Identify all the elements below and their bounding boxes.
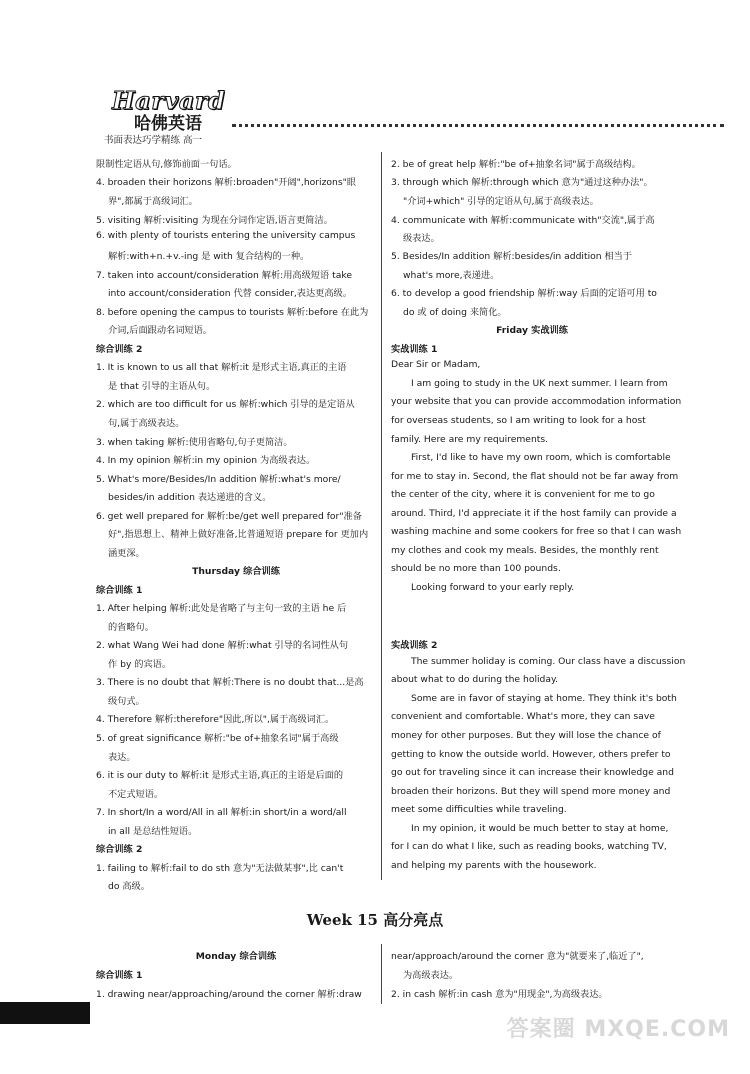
logo-harvard: Harvard bbox=[112, 86, 226, 115]
left-line: 7. taken into account/consideration 解析:用高级短语 take bbox=[96, 270, 352, 281]
right-line: go out for traveling since it can increase their knowledge and bbox=[391, 767, 674, 778]
left-line: 6. it is our duty to 解析:it 是形式主语,真正的主语是后面的 bbox=[96, 770, 344, 781]
left-line: 是 that 引导的主语从句。 bbox=[108, 381, 216, 392]
left-line: 1. After helping 解析:此处是省略了与主句一致的主语 he 后 bbox=[96, 603, 347, 614]
right-line: family. Here are my requirements. bbox=[391, 434, 549, 445]
left-line: in all 是总结性短语。 bbox=[108, 826, 198, 837]
watermark: 答案圈 MXQE.COM bbox=[506, 1017, 730, 1042]
left-line: 1. failing to 解析:fail to do sth 意为"无法做某事",比 can't bbox=[96, 863, 344, 874]
right-line: should be no more than 100 pounds. bbox=[391, 563, 561, 574]
right-line: "介词+which" 引导的定语从句,属于高级表达。 bbox=[403, 196, 599, 207]
right-line: for me to stay in. Second, the flat should not be far away from bbox=[391, 471, 679, 482]
right-line: around. Third, I'd appreciate it if the host family can provide a bbox=[391, 508, 677, 519]
right-line: 4. communicate with 解析:communicate with"交流",属于高 bbox=[391, 215, 655, 226]
left-line: 8. before opening the campus to tourists 解析:before 在此为 bbox=[96, 307, 369, 318]
left-line: 综合训练 2 bbox=[96, 844, 143, 855]
left-line: 界",都属于高级词汇。 bbox=[108, 196, 198, 207]
right-line: 2. be of great help 解析:"be of+抽象名词"属于高级结构。 bbox=[391, 159, 641, 170]
logo-chinese: 哈佛英语 bbox=[134, 114, 202, 134]
bottom_right-line: near/approach/around the corner 意为"就要来了,临近了", bbox=[391, 951, 644, 962]
left-line: do 高级。 bbox=[108, 881, 150, 892]
left-line: 作 by 的宾语。 bbox=[108, 659, 172, 670]
left-line: 6. get well prepared for 解析:be/get well prepared for"准备 bbox=[96, 511, 362, 522]
bottom_left-line: 综合训练 1 bbox=[96, 970, 143, 981]
right-line: 级表达。 bbox=[403, 233, 440, 244]
left-line: 6. with plenty of tourists entering the university campus bbox=[96, 230, 356, 241]
left-line: 1. It is known to us all that 解析:it 是形式主语,真正的主语 bbox=[96, 362, 347, 373]
left-line: 4. Therefore 解析:therefore"因此,所以",属于高级词汇。 bbox=[96, 714, 335, 725]
right-line: In my opinion, it would be much better to stay at home, bbox=[411, 823, 669, 834]
right-line: 6. to develop a good friendship 解析:way 后面的定语可用 to bbox=[391, 288, 657, 299]
left-line: 5. visiting 解析:visiting 为现在分词作定语,语言更简洁。 bbox=[96, 215, 333, 226]
right-line: Looking forward to your early reply. bbox=[411, 582, 575, 593]
left-line: Thursday 综合训练 bbox=[192, 566, 280, 577]
logo bbox=[98, 88, 226, 148]
right-line: Friday 实战训练 bbox=[496, 325, 568, 336]
right-line: 3. through which 解析:through which 意为"通过这种办法"。 bbox=[391, 177, 653, 188]
left-line: 2. what Wang Wei had done 解析:what 引导的名词性从句 bbox=[96, 640, 349, 651]
left-line: 4. broaden their horizons 解析:broaden"开阔",horizons"眼 bbox=[96, 177, 357, 188]
left-line: 综合训练 2 bbox=[96, 344, 143, 355]
right-line: and helping my parents with the housework. bbox=[391, 860, 597, 871]
header-dotted-rule bbox=[232, 124, 724, 127]
right-line: Some are in favor of staying at home. They think it's both bbox=[411, 693, 677, 704]
right-line: the center of the city, where it is convenient for me to go bbox=[391, 489, 655, 500]
bottom_left-line: Monday 综合训练 bbox=[195, 951, 277, 962]
left-line: 2. which are too difficult for us 解析:which 引导的是定语从 bbox=[96, 399, 355, 410]
left-line: 7. In short/In a word/All in all 解析:in short/in a word/all bbox=[96, 807, 347, 818]
left-line: 表达。 bbox=[108, 752, 136, 763]
right-line: do 或 of doing 来简化。 bbox=[403, 307, 507, 318]
right-line: 实战训练 2 bbox=[391, 640, 438, 651]
right-line: what's more,表递进。 bbox=[403, 270, 500, 281]
right-line: convenient and comfortable. What's more, they can save bbox=[391, 711, 655, 722]
right-line: broaden their horizons. But they will spend more money and bbox=[391, 786, 671, 797]
left-line: 介词,后面跟动名词短语。 bbox=[108, 325, 212, 336]
left-line: besides/in addition 表达递进的含义。 bbox=[108, 492, 272, 503]
left-line: into account/consideration 代替 consider,表达更高级。 bbox=[108, 288, 352, 299]
left-line: 涵更深。 bbox=[108, 548, 145, 559]
left-line: 好",指思想上、精神上做好准备,比普通短语 prepare for 更加内 bbox=[108, 529, 369, 540]
left-line: 5. of great significance 解析:"be of+抽象名词"属于高级 bbox=[96, 733, 339, 744]
right-line: about what to do during the holiday. bbox=[391, 674, 559, 685]
left-line: 4. In my opinion 解析:in my opinion 为高级表达。 bbox=[96, 455, 316, 466]
right-line: First, I'd like to have my own room, which is comfortable bbox=[411, 452, 671, 463]
right-line: 5. Besides/In addition 解析:besides/in addition 相当于 bbox=[391, 251, 633, 262]
left-line: 不定式短语。 bbox=[108, 789, 164, 800]
right-line: washing machine and some cookers for free so that I can wash bbox=[391, 526, 682, 537]
right-line: Dear Sir or Madam, bbox=[391, 359, 481, 370]
right-line: my clothes and cook my meals. Besides, the monthly rent bbox=[391, 545, 659, 556]
logo-subtitle: 书面表达巧学精练 高一 bbox=[104, 135, 203, 146]
week-title: Week 15 高分亮点 bbox=[306, 911, 444, 929]
bottom_right-line: 2. in cash 解析:in cash 意为"用现金",为高级表达。 bbox=[391, 989, 608, 1000]
right-line: your website that you can provide accommodation information bbox=[391, 396, 682, 407]
right-line: 实战训练 1 bbox=[391, 344, 438, 355]
right-line: I am going to study in the UK next summer. I learn from bbox=[411, 378, 668, 389]
right-line: getting to know the outside world. However, others prefer to bbox=[391, 749, 671, 760]
left-line: 5. What's more/Besides/In addition 解析:what's more/ bbox=[96, 474, 341, 485]
bottom_left-line: 1. drawing near/approaching/around the corner 解析:draw bbox=[96, 989, 362, 1000]
right-line: meet some difficulties while traveling. bbox=[391, 804, 567, 815]
right-line: for I can do what I like, such as reading books, watching TV, bbox=[391, 841, 667, 852]
left-line: 的省略句。 bbox=[108, 622, 154, 633]
left-line: 综合训练 1 bbox=[96, 585, 143, 596]
right-line: The summer holiday is coming. Our class have a discussion bbox=[411, 656, 686, 667]
left-line: 限制性定语从句,修饰前面一句话。 bbox=[96, 159, 237, 170]
left-line: 3. when taking 解析:使用省略句,句子更简洁。 bbox=[96, 437, 293, 448]
left-line: 3. There is no doubt that 解析:There is no doubt that...是高 bbox=[96, 677, 364, 688]
column-divider bbox=[381, 152, 382, 880]
left-line: 句,属于高级表达。 bbox=[108, 418, 185, 429]
right-line: money for other purposes. But they will lose the chance of bbox=[391, 730, 661, 741]
corner-bar bbox=[0, 1002, 90, 1024]
column-divider-bottom bbox=[381, 944, 382, 1004]
left-line: 级句式。 bbox=[108, 696, 145, 707]
bottom_right-line: 为高级表达。 bbox=[403, 970, 459, 981]
right-line: for overseas students, so I am writing to look for a host bbox=[391, 415, 646, 426]
left-line: 解析:with+n.+v.-ing 是 with 复合结构的一种。 bbox=[108, 251, 310, 262]
